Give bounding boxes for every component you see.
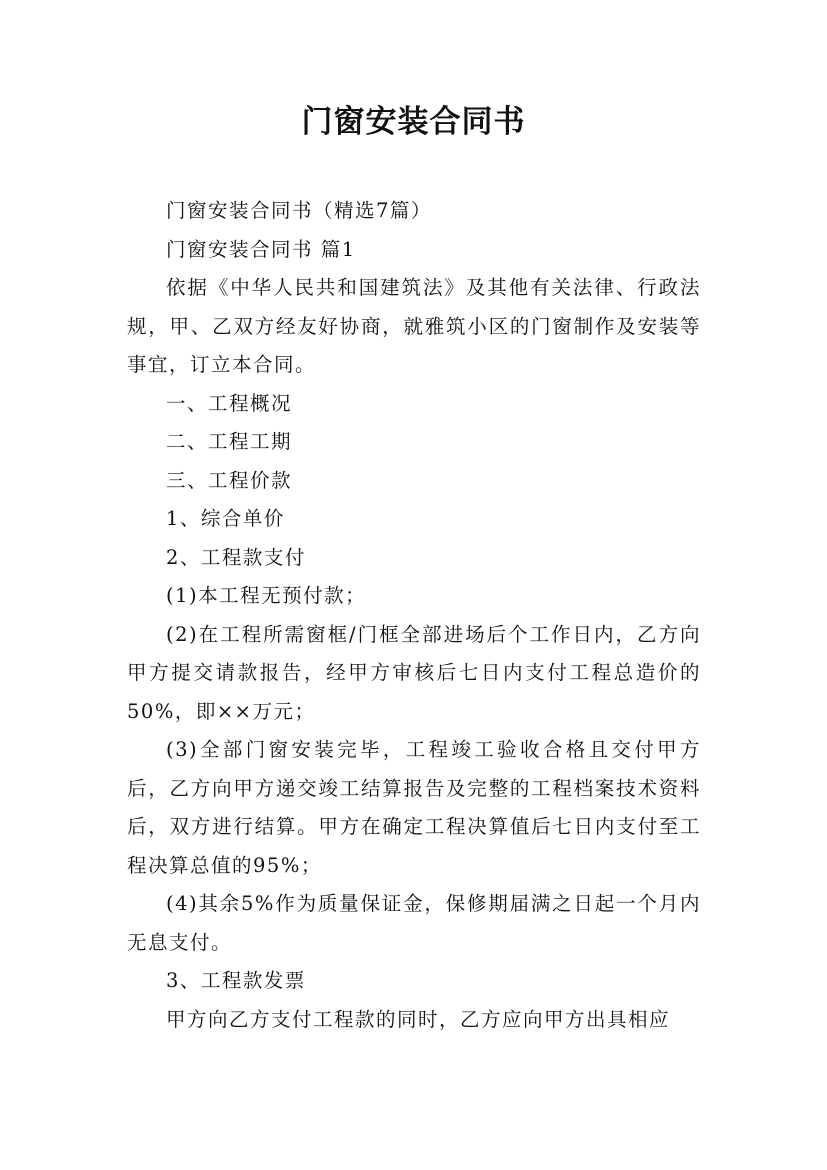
paragraph-heading: 二、工程工期: [166, 430, 293, 453]
paragraph-item: (4)其余5%作为质量保证金，保修期届满之日起一个月内无息支付。: [127, 892, 701, 954]
paragraph-section-heading: 门窗安装合同书 篇1: [166, 237, 356, 261]
paragraph-subheading: 1、综合单价: [166, 507, 285, 530]
document-body: [127, 192, 701, 1039]
paragraph-item: (2)在工程所需窗框/门框全部进场后个工作日内，乙方向甲方提交请款报告，经甲方审核后七日内支付工程总造价的50%，即××万元；: [127, 622, 701, 723]
paragraph-subheading: 2、工程款支付: [166, 545, 306, 569]
document-title: 门窗安装合同书: [301, 104, 526, 140]
paragraph-heading: 三、工程价款: [166, 468, 293, 492]
paragraph-item: (3)全部门窗安装完毕，工程竣工验收合格且交付甲方后，乙方向甲方递交竣工结算报告及完整的工程档案技术资料后，双方进行结算。甲方在确定工程决算值后七日内支付至工程决算总值的95%；: [127, 738, 701, 877]
paragraph-subheading: 3、工程款发票: [166, 969, 306, 992]
paragraph: 甲方向乙方支付工程款的同时，乙方应向甲方出具相应: [166, 1007, 671, 1031]
paragraph: 依据《中华人民共和国建筑法》及其他有关法律、行政法规，甲、乙双方经友好协商，就雅筑小区的门窗制作及安装等事宜，订立本合同。: [127, 276, 701, 376]
paragraph-item: (1)本工程无预付款；: [166, 584, 367, 607]
paragraph-heading: 一、工程概况: [166, 391, 293, 415]
paragraph-subtitle: 门窗安装合同书（精选7篇）: [166, 199, 432, 222]
